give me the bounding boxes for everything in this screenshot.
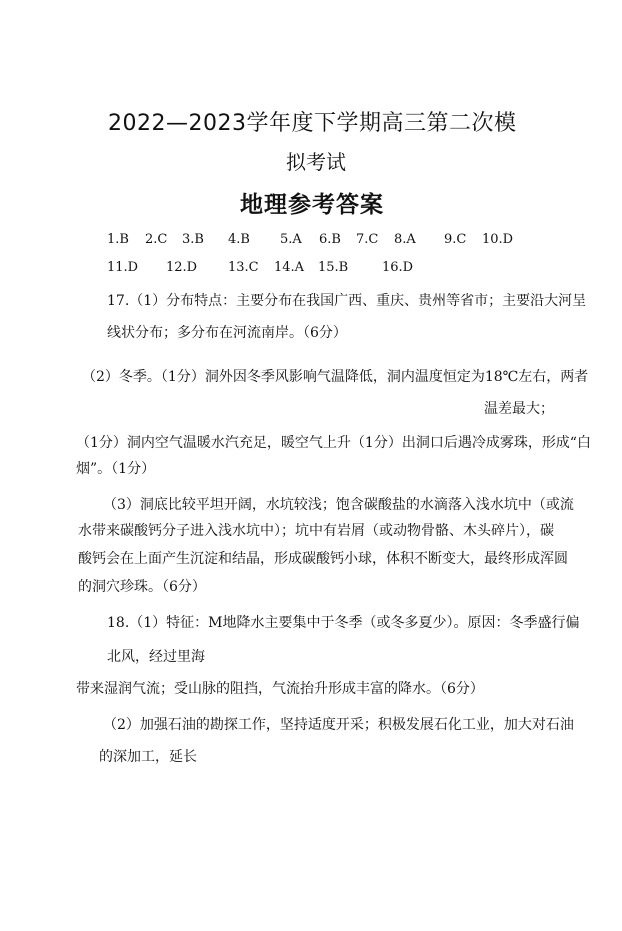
choice-answer: 8.A — [394, 232, 416, 247]
choice-answer: 11.D — [107, 260, 139, 275]
choice-answer: 14.A — [274, 260, 305, 275]
choice-answer: 13.C — [228, 260, 259, 275]
choice-answer: 7.C — [356, 232, 379, 247]
answer-line: （2）冬季。（1分）洞外因冬季风影响气温降低，洞内温度恒定为18℃左右，两者 — [82, 369, 589, 385]
title-line-1: 2022—2023学年度下学期高三第二次模 — [108, 111, 517, 136]
choice-answer: 5.A — [280, 232, 302, 247]
answer-line: 的洞穴珍珠。（6分） — [78, 579, 206, 595]
choice-answer: 16.D — [382, 260, 414, 275]
choice-answer: 2.C — [145, 232, 168, 247]
choice-answer: 12.D — [166, 260, 198, 275]
choice-answer: 15.B — [318, 260, 349, 275]
answer-line: 温差最大； — [484, 401, 554, 417]
choice-answer: 3.B — [182, 232, 204, 247]
answer-line: 18.（1）特征：M地降水主要集中于冬季（或冬多夏少）。原因：冬季盛行偏 — [107, 615, 580, 631]
answer-line: 线状分布；多分布在河流南岸。（6分） — [107, 325, 347, 341]
answer-line: （2）加强石油的勘探工作，坚持适度开采；积极发展石化工业，加大对石油 — [103, 717, 574, 733]
choice-answer: 10.D — [482, 232, 514, 247]
choice-answer: 9.C — [444, 232, 467, 247]
subject-heading: 地理参考答案 — [240, 192, 384, 218]
answer-line: 酸钙会在上面产生沉淀和结晶，形成碳酸钙小球，体积不断变大，最终形成浑圆 — [78, 551, 568, 567]
answer-line: 带来湿润气流；受山脉的阻挡，气流抬升形成丰富的降水。（6分） — [76, 681, 484, 697]
answer-line: （3）洞底比较平坦开阔，水坑较浅；饱含碳酸盐的水滴落入浅水坑中（或流 — [103, 497, 574, 513]
answer-line: 北风，经过里海 — [107, 649, 205, 665]
answer-line: 的深加工，延长 — [99, 749, 197, 765]
title-line-2: 拟考试 — [286, 150, 346, 174]
choice-answer: 4.B — [228, 232, 250, 247]
answer-line: 烟”。（1分） — [76, 461, 156, 477]
choice-answer: 6.B — [319, 232, 341, 247]
choice-answer: 1.B — [107, 232, 129, 247]
answer-line: （1分）洞内空气温暖水汽充足，暖空气上升（1分）出洞口后遇冷成雾珠，形成“白 — [76, 435, 591, 451]
answer-line: 17.（1）分布特点：主要分布在我国广西、重庆、贵州等省市；主要沿大河呈 — [107, 293, 587, 309]
answer-line: 水带来碳酸钙分子进入浅水坑中）；坑中有岩屑（或动物骨骼、木头碎片），碳 — [78, 523, 554, 539]
